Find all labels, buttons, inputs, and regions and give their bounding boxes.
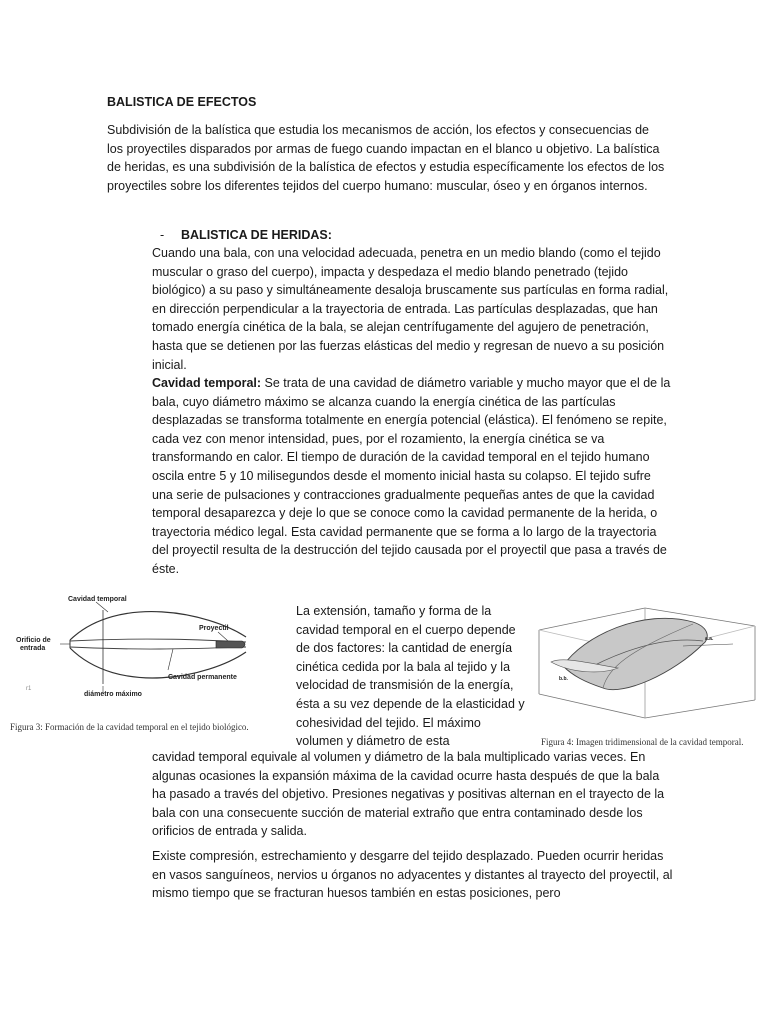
fig3-label-orificio-2: entrada bbox=[20, 645, 46, 652]
paragraph-compresion: Existe compresión, estrechamiento y desgarre del tejido desplazado. Pueden ocurrir heridas en vasos sanguíneos, nervios u órganos no adyacentes y distantes al trayecto del proyectil, al mismo tiempo que se fracturan huesos también en estas posiciones, pero bbox=[152, 849, 673, 901]
bullet-marker: - bbox=[160, 228, 165, 242]
figure-3-caption: Figura 3: Formación de la cavidad temporal en el tejido biológico. bbox=[10, 722, 249, 732]
section-title: BALISTICA DE HERIDAS: bbox=[181, 228, 332, 242]
page-heading: BALISTICA DE EFECTOS bbox=[107, 95, 257, 109]
figure-4-diagram bbox=[533, 596, 761, 726]
paragraph-volumen: cavidad temporal equivale al volumen y diámetro de la bala multiplicado varias veces. En algunas ocasiones la expansión máxima de la cavidad ocurre hasta después de que la bala ha pasado a través del objetivo. Presiones negativas y positivas alternan en el trayecto de la bala con una consecuente succión de material extraño que entra contaminado desde los orificios de entrada y salida. bbox=[152, 750, 665, 839]
fig3-label-cavidad-temporal: Cavidad temporal bbox=[68, 596, 127, 603]
fig4-label-a: a.a. bbox=[705, 636, 714, 642]
paragraph-heridas: Cuando una bala, con una velocidad adecuada, penetra en un medio blando (como el tejido muscular o graso del cuerpo), impacta y despedaza el medio blando penetrado (tejido biológico) a su paso y simultáneamente desaloja bruscamente sus partículas en forma radial, en dirección perpendicular a la trayectoria de entrada. Las partículas desplazadas, que han tomado energía cinética de la bala, se alejan centrífugamente del agujero de penetración, hasta que se detienen por las fuerzas elásticas del medio y regresan de nuevo a su posición inicial. bbox=[152, 246, 669, 372]
intro-paragraph: Subdivisión de la balística que estudia los mecanismos de acción, los efectos y consecuencias de los proyectiles disparados por armas de fuego cuando impactan en el blanco u objetivo. La balística de heridas, es una subdivisión de la balística de efectos y estudia específicamente los efectos de los proyectiles sobre los diferentes tejidos del cuerpo humano: muscular, óseo y en órganos internos. bbox=[107, 123, 665, 193]
figure-3-diagram bbox=[8, 592, 258, 722]
figure-4-caption: Figura 4: Imagen tridimensional de la cavidad temporal. bbox=[541, 737, 744, 747]
fig3-label-orificio-1: Orificio de bbox=[16, 637, 51, 644]
fig4-label-b: b.b. bbox=[559, 676, 568, 682]
fig3-label-cavidad-permanente: Cavidad permanente bbox=[168, 674, 237, 681]
fig3-label-mark: r1 bbox=[26, 686, 32, 692]
paragraph-extension: La extensión, tamaño y forma de la cavidad temporal en el cuerpo depende de dos factores: la cantidad de energía cinética cedida por la bala al tejido y la velocidad de transmisión de la energía, ésta a su vez depende de la elasticidad y cohesividad del tejido. El máximo volumen y diámetro de esta bbox=[296, 604, 525, 749]
cavidad-temporal-text: Se trata de una cavidad de diámetro variable y mucho mayor que el de la bala, cuyo diámetro máximo se alcanza cuando la energía cinética de las partículas desplazadas se transforma totalmente en energía potencial (elástica). El fenómeno se repite, cada vez con menor intensidad, pues, por el rozamiento, la energía cinética se va transformando en calor. El tiempo de duración de la cavidad temporal en el tejido humano oscila entre 5 y 10 milisegundos desde el momento inicial hasta su colapso. El tejido sufre una serie de pulsaciones y contracciones gradualmente pequeñas antes de que la cavidad temporal desaparezca y deje lo que se conoce como la cavidad permanente de la herida, o trayectoria médico legal. Esta cavidad permanente que se forma a lo largo de la trayectoria del proyectil resulta de la destrucción del tejido causada por el proyectil que pasa a través de éste. bbox=[152, 376, 671, 576]
fig3-label-diametro-maximo: diámetro máximo bbox=[84, 691, 142, 698]
term-cavidad-temporal: Cavidad temporal: bbox=[152, 376, 262, 390]
fig3-label-proyectil: Proyectil bbox=[199, 625, 229, 632]
paragraph-cavidad-temporal bbox=[152, 374, 674, 579]
